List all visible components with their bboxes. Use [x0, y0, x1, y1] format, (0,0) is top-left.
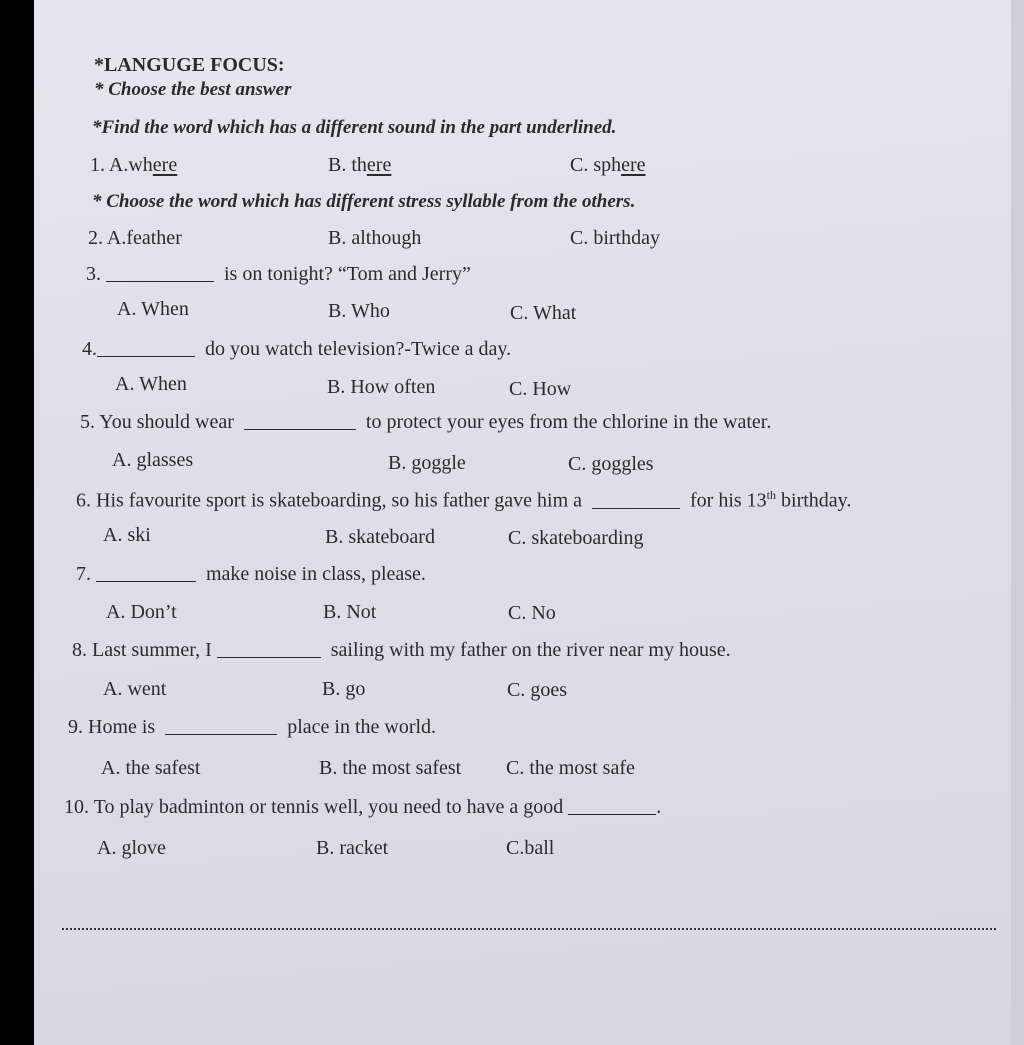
q7-option-c: C. No — [508, 602, 556, 624]
q9-option-b: B. the most safest — [319, 757, 462, 779]
q10-option-a: A. glove — [97, 837, 166, 859]
dotted-divider — [62, 928, 996, 930]
q10-option-b: B. racket — [316, 837, 389, 859]
q2-option-b: B. although — [328, 227, 422, 249]
q8-question: 8. Last summer, I sailing with my father on the river near my house. — [72, 639, 731, 661]
q6-option-a: A. ski — [103, 524, 151, 546]
q9-question: 9. Home is place in the world. — [68, 716, 437, 738]
q9-option-a: A. the safest — [101, 757, 201, 779]
q8-option-a: A. went — [103, 678, 167, 700]
page-edge — [1011, 0, 1024, 1045]
q3-option-c: C. What — [510, 302, 577, 324]
q8-option-c: C. goes — [507, 679, 567, 701]
q3-option-b: B. Who — [328, 300, 390, 322]
q4-option-c: C. How — [509, 378, 572, 400]
worksheet-paper — [34, 0, 1011, 1045]
q4-option-b: B. How often — [327, 376, 436, 398]
instruction-best-answer: * Choose the best answer — [94, 79, 292, 100]
q5-question: 5. You should wear to protect your eyes from the chlorine in the water. — [80, 411, 772, 433]
q7-option-b: B. Not — [323, 601, 377, 623]
q10-option-c: C.ball — [506, 837, 555, 859]
section-heading: *LANGUGE FOCUS: — [94, 54, 285, 76]
q6-option-b: B. skateboard — [325, 526, 435, 548]
q1-option-c: C. sphere — [570, 154, 646, 176]
q1-option-a: 1. A.where — [90, 154, 178, 176]
q4-option-a: A. When — [115, 373, 187, 395]
q10-question: 10. To play badminton or tennis well, you need to have a good . — [64, 796, 662, 818]
instruction-sound: *Find the word which has a different sound in the part underlined. — [92, 117, 617, 138]
q1-option-b: B. there — [328, 154, 392, 176]
q6-question: 6. His favourite sport is skateboarding, so his father gave him a for his 13th birthday. — [76, 488, 852, 512]
q3-option-a: A. When — [117, 298, 189, 320]
q6-option-c: C. skateboarding — [508, 527, 644, 549]
q8-option-b: B. go — [322, 678, 366, 700]
q3-question: 3. is on tonight? “Tom and Jerry” — [86, 263, 471, 285]
q2-option-c: C. birthday — [570, 227, 660, 249]
instruction-stress: * Choose the word which has different stress syllable from the others. — [92, 191, 636, 212]
q7-option-a: A. Don’t — [106, 601, 177, 623]
q5-option-b: B. goggle — [388, 452, 466, 474]
q9-option-c: C. the most safe — [506, 757, 635, 779]
q5-option-c: C. goggles — [568, 453, 654, 475]
q4-question: 4. do you watch television?-Twice a day. — [82, 338, 512, 360]
q2-option-a: 2. A.feather — [88, 227, 182, 249]
q7-question: 7. make noise in class, please. — [76, 563, 426, 585]
q5-option-a: A. glasses — [112, 449, 194, 471]
